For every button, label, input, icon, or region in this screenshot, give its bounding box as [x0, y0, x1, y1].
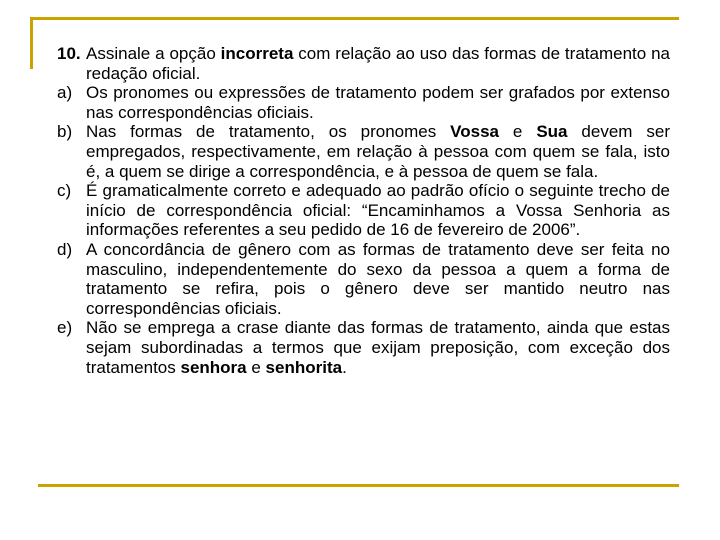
option-text: É gramaticalmente correto e adequado ao padrão ofício o seguinte trecho de início de correspondência oficial: “Encaminhamos a Vossa Senhoria as informações referentes a seu pedido de 16 de fevereiro de 2006”.: [86, 181, 670, 240]
option-letter: b): [57, 122, 73, 142]
option-d: [57, 240, 670, 318]
accent-border-left: [30, 17, 33, 69]
option-letter: a): [57, 83, 73, 103]
option-text-post: .: [342, 357, 347, 377]
option-text-bold: Sua: [536, 122, 568, 142]
question-block: [57, 44, 670, 377]
option-letter: d): [57, 239, 73, 259]
option-letter: e): [57, 318, 73, 338]
question-text-pre: Assinale a opção: [86, 44, 221, 63]
accent-border-bottom: [38, 484, 679, 487]
option-text-pre: Não se emprega a crase diante das formas de tratamento, ainda que estas sejam subordinadas a termos que exijam preposição, com exceção dos tratamentos: [86, 318, 670, 377]
question-text-post: com relação ao uso das formas de tratamento na redação oficial.: [86, 44, 670, 83]
question-number: 10.: [57, 44, 81, 63]
accent-border-top: [30, 17, 679, 20]
option-a: [57, 83, 670, 122]
option-text-bold: senhora: [180, 357, 247, 377]
question-stem: [57, 44, 670, 83]
option-letter: c): [57, 181, 72, 201]
option-b: [57, 122, 670, 181]
option-text: Os pronomes ou expressões de tratamento podem ser grafados por extenso nas correspondências oficiais.: [86, 83, 670, 122]
option-text-bold: senhorita: [265, 357, 343, 377]
option-text-mid: e: [246, 357, 266, 377]
option-text-bold: Vossa: [450, 122, 499, 142]
option-text-pre: Nas formas de tratamento, os pronomes: [86, 122, 451, 142]
option-text-mid: e: [499, 122, 537, 142]
question-text-bold: incorreta: [220, 44, 294, 63]
option-text: A concordância de gênero com as formas de tratamento deve ser feita no masculino, independentemente do sexo da pessoa a quem a forma de tratamento se refira, pois o gênero deve ser mantido neutro nas correspondências oficiais.: [86, 239, 670, 318]
option-e: [57, 318, 670, 377]
option-c: [57, 181, 670, 240]
option-text-post: devem ser empregados, respectivamente, em relação à pessoa com quem se fala, isto é, a quem se dirige a correspondência, e à pessoa de quem se fala.: [86, 122, 670, 181]
